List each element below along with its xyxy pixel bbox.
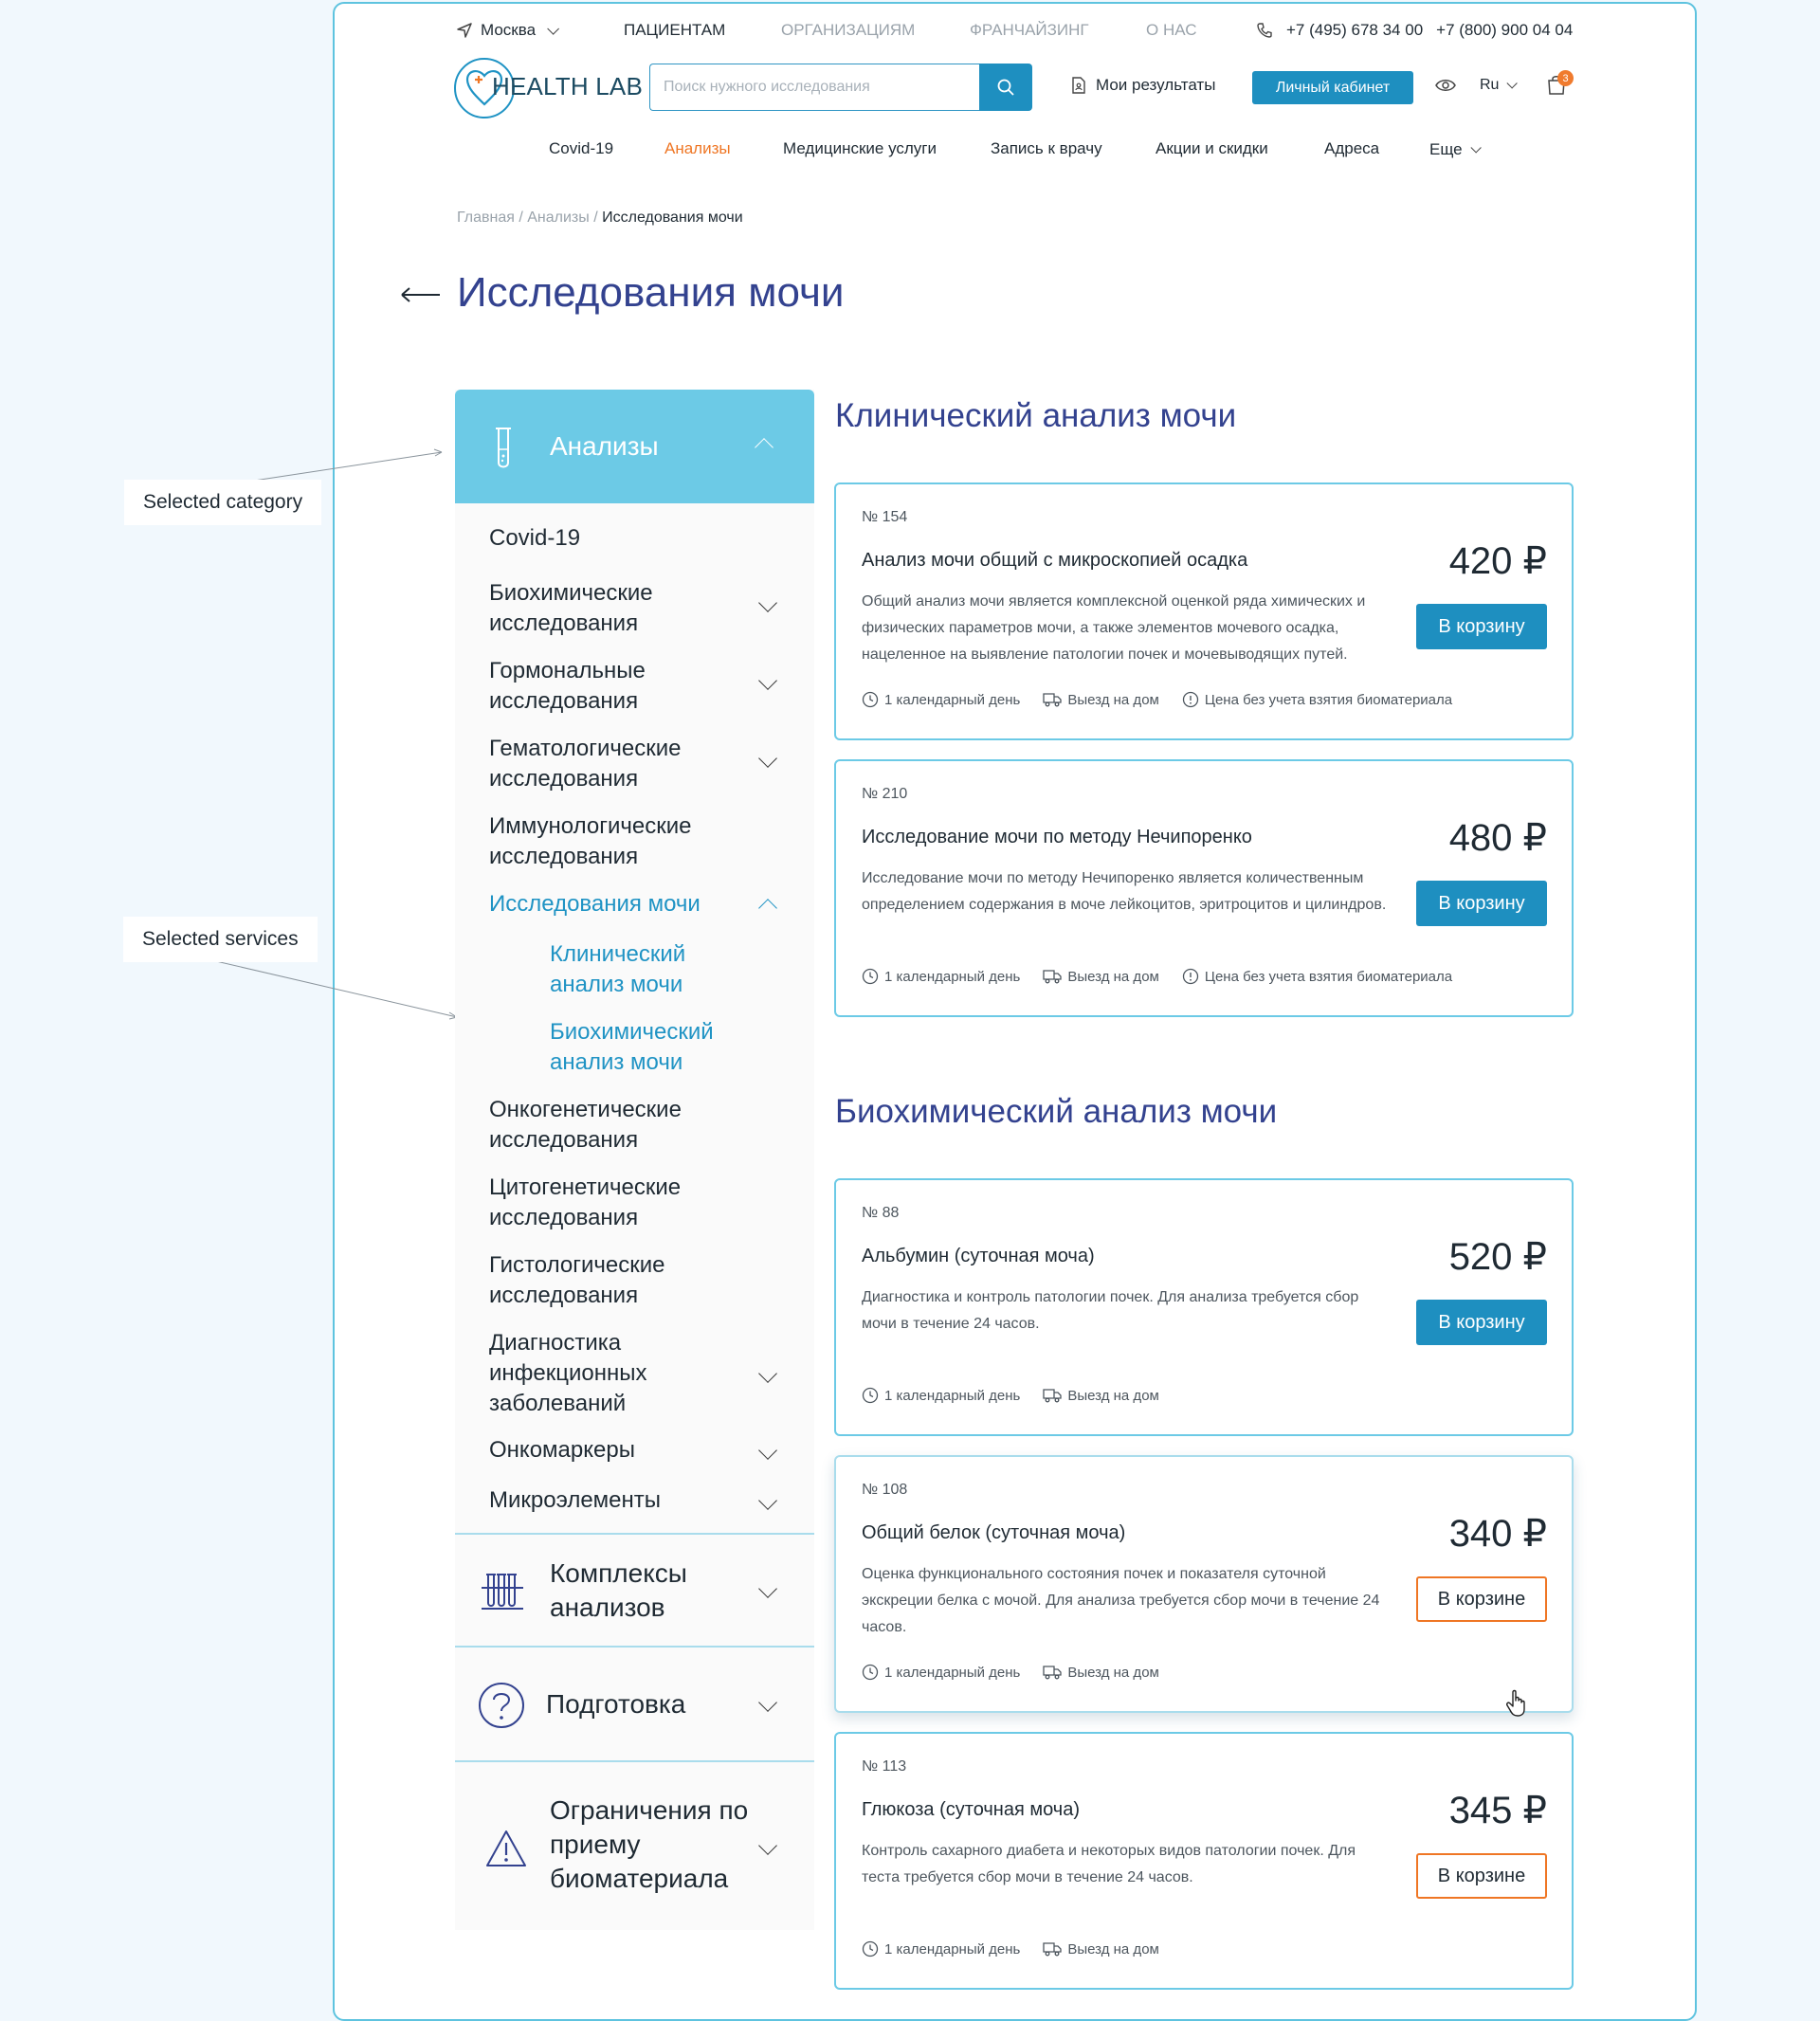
product-number: № 88 (862, 1205, 900, 1221)
product-price: 340 ₽ (1448, 1513, 1547, 1555)
meta-home-visit (1043, 1388, 1158, 1404)
phone-icon (1256, 22, 1273, 39)
product-name[interactable]: Альбумин (суточная моча) (862, 1246, 1095, 1266)
product-description: Исследование мочи по методу Нечипоренко является количественным определением содержания в моче лейкоцитов, эритроцитов и цилиндров. (862, 870, 1387, 913)
sidebar-item-biochemical[interactable]: Биохимические исследования (489, 580, 653, 636)
product-name[interactable]: Глюкоза (суточная моча) (862, 1799, 1080, 1820)
sidebar-item-covid[interactable]: Covid-19 (489, 525, 581, 551)
meta-home-visit-label: Выезд на дом (1067, 1664, 1159, 1681)
meta-duration (862, 968, 1020, 985)
clock-icon (862, 691, 879, 708)
product-price: 480 ₽ (1448, 817, 1547, 859)
meta-price-note (1182, 691, 1452, 708)
language-selector[interactable] (1480, 77, 1514, 94)
back-arrow-icon[interactable] (400, 285, 442, 304)
topbar-link-organizations[interactable]: ОРГАНИЗАЦИЯМ (781, 21, 916, 39)
meta-duration-label: 1 календарный день (884, 691, 1021, 708)
breadcrumb-home[interactable]: Главная (457, 209, 515, 226)
nav-medical-services[interactable]: Медицинские услуги (783, 139, 937, 157)
section-title-biochemical: Биохимический анализ мочи (835, 1093, 1278, 1130)
breadcrumb-current: Исследования мочи (602, 209, 743, 226)
product-number: № 154 (862, 509, 908, 525)
breadcrumb-separator: / (589, 209, 603, 226)
product-card (834, 1732, 1574, 1990)
sidebar-head-analyses[interactable] (455, 390, 814, 503)
eye-icon[interactable] (1435, 78, 1456, 93)
truck-icon (1043, 969, 1062, 984)
product-number: № 108 (862, 1482, 908, 1498)
product-number: № 210 (862, 786, 908, 802)
product-meta (862, 1387, 1159, 1404)
truck-icon (1043, 1388, 1062, 1403)
meta-duration (862, 1940, 1020, 1957)
phones (1256, 19, 1573, 42)
test-tubes-rack-icon (480, 1571, 525, 1612)
meta-home-visit (1043, 969, 1158, 985)
add-to-cart-button[interactable]: В корзину (1416, 881, 1547, 926)
divider (455, 1533, 814, 1535)
sidebar-item-cytogenetic[interactable]: Цитогенетические исследования (489, 1174, 682, 1230)
chevron-up-icon[interactable] (758, 899, 777, 918)
test-tube-icon (493, 427, 514, 470)
meta-home-visit (1043, 1941, 1158, 1957)
document-icon (1071, 77, 1086, 94)
breadcrumb-separator: / (514, 209, 528, 226)
product-number: № 113 (862, 1758, 907, 1775)
sidebar-subitem-clinical-urine[interactable]: Клинический анализ мочи (550, 941, 686, 997)
product-name[interactable]: Общий белок (суточная моча) (862, 1522, 1126, 1543)
chevron-down-icon[interactable] (758, 1491, 777, 1510)
product-description: Диагностика и контроль патологии почек. Для анализа требуется сбор мочи в течение 24 часов. (862, 1289, 1359, 1332)
nav-more[interactable] (1429, 139, 1478, 160)
language-label: Ru (1480, 77, 1500, 93)
product-price: 345 ₽ (1448, 1790, 1547, 1831)
search-input[interactable] (649, 64, 981, 111)
warning-triangle-icon (485, 1830, 527, 1867)
truck-icon (1043, 1941, 1062, 1957)
product-card (834, 759, 1574, 1017)
search-icon (996, 78, 1015, 97)
divider (455, 1646, 814, 1648)
logo-text: HEALTH LAB (492, 72, 644, 100)
meta-duration (862, 1664, 1020, 1681)
sidebar-item-immunological[interactable]: Иммунологические исследования (489, 813, 692, 869)
meta-home-visit (1043, 692, 1158, 708)
sidebar-item-urine[interactable]: Исследования мочи (489, 891, 701, 917)
product-price: 420 ₽ (1448, 540, 1547, 582)
chevron-down-icon (758, 1579, 777, 1598)
product-card (834, 1178, 1574, 1436)
info-icon (1182, 968, 1199, 985)
product-name[interactable]: Анализ мочи общий с микроскопией осадка (862, 550, 1248, 571)
section-title-clinical: Клинический анализ мочи (835, 397, 1237, 434)
meta-duration-label: 1 календарный день (884, 1387, 1021, 1404)
product-meta (862, 968, 1452, 985)
phone-hotline[interactable]: +7 (800) 900 04 04 (1436, 21, 1574, 39)
city-selector[interactable] (456, 19, 555, 42)
topbar-link-about[interactable]: О НАС (1146, 21, 1197, 39)
chevron-down-icon[interactable] (758, 1364, 777, 1383)
nav-doctor-appointment[interactable]: Запись к врачу (991, 139, 1102, 157)
sidebar-item-oncogenetic[interactable]: Онкогенетические исследования (489, 1097, 682, 1153)
meta-home-visit-label: Выезд на дом (1067, 1940, 1159, 1957)
product-description: Оценка функционального состояния почек и показателя суточной экскреции белка с мочой. Для анализа требуется сбор мочи в течение 24 часов. (862, 1566, 1380, 1635)
meta-price-note-label: Цена без учета взятия биоматериала (1204, 968, 1453, 985)
sidebar-item-oncomarkers[interactable]: Онкомаркеры (489, 1437, 635, 1463)
topbar-link-patients[interactable]: ПАЦИЕНТАМ (624, 21, 726, 39)
sidebar-item-histological[interactable]: Гистологические исследования (489, 1252, 665, 1308)
hand-cursor-icon (1505, 1689, 1528, 1718)
info-icon (1182, 691, 1199, 708)
meta-duration (862, 691, 1020, 708)
sidebar-group-complexes-label: Комплексы анализов (550, 1558, 687, 1622)
personal-cabinet-button[interactable]: Личный кабинет (1252, 71, 1413, 104)
search-button[interactable] (979, 64, 1032, 111)
truck-icon (1043, 692, 1062, 707)
clock-icon (862, 1940, 879, 1957)
product-price: 520 ₽ (1448, 1236, 1547, 1278)
chevron-down-icon (758, 1693, 777, 1712)
product-description: Контроль сахарного диабета и некоторых видов патологии почек. Для теста требуется сбор мочи в течение 24 часов. (862, 1843, 1356, 1885)
meta-duration-label: 1 календарный день (884, 1664, 1021, 1681)
chevron-down-icon[interactable] (758, 593, 777, 612)
meta-home-visit-label: Выезд на дом (1067, 691, 1159, 708)
sidebar-group-preparation-label: Подготовка (546, 1689, 686, 1719)
product-card (834, 482, 1574, 740)
divider (455, 1760, 814, 1762)
sidebar-item-infectious[interactable]: Диагностика инфекционных заболеваний (489, 1330, 647, 1416)
nav-covid[interactable]: Covid-19 (549, 139, 614, 157)
meta-duration-label: 1 календарный день (884, 1940, 1021, 1957)
in-cart-button[interactable]: В корзине (1416, 1576, 1547, 1622)
clock-icon (862, 1387, 879, 1404)
chevron-up-icon (755, 438, 774, 457)
breadcrumb (457, 209, 743, 227)
annotation-selected-services: Selected services (123, 917, 318, 962)
meta-home-visit-label: Выезд на дом (1067, 968, 1159, 985)
meta-price-note-label: Цена без учета взятия биоматериала (1204, 691, 1453, 708)
product-description: Общий анализ мочи является комплексной оценкой ряда химических и физических параметров мочи, а также элементов мочевого осадка, нацеленное на выявление патологии почек и мочевыводящих путей. (862, 593, 1366, 663)
chevron-down-icon[interactable] (758, 1441, 777, 1460)
truck-icon (1043, 1665, 1062, 1680)
add-to-cart-button[interactable]: В корзину (1416, 604, 1547, 649)
chevron-down-icon[interactable] (758, 749, 777, 768)
nav-analyses[interactable]: Анализы (664, 139, 731, 157)
my-results-label: Мои результаты (1096, 76, 1216, 94)
product-card (834, 1455, 1574, 1713)
location-arrow-icon (456, 22, 473, 39)
meta-duration (862, 1387, 1020, 1404)
product-meta (862, 691, 1452, 708)
product-name[interactable]: Исследование мочи по методу Нечипоренко (862, 827, 1252, 847)
product-meta (862, 1940, 1159, 1957)
city-label: Москва (481, 21, 537, 39)
cart-count-badge: 3 (1557, 70, 1574, 86)
sidebar-item-microelements[interactable]: Микроэлементы (489, 1487, 662, 1513)
page-title: Исследования мочи (457, 269, 845, 316)
nav-addresses[interactable]: Адреса (1324, 139, 1380, 157)
meta-home-visit-label: Выезд на дом (1067, 1387, 1159, 1404)
in-cart-button[interactable]: В корзине (1416, 1853, 1547, 1899)
question-circle-icon (478, 1682, 525, 1729)
sidebar-head-label: Анализы (550, 431, 659, 461)
phone-moscow[interactable]: +7 (495) 678 34 00 (1286, 21, 1424, 39)
sidebar-item-hematological[interactable]: Гематологические исследования (489, 736, 682, 792)
nav-promotions[interactable]: Акции и скидки (1156, 139, 1268, 157)
category-sidebar (455, 390, 814, 1930)
topbar-link-franchising[interactable]: ФРАНЧАЙЗИНГ (970, 21, 1089, 39)
meta-price-note (1182, 968, 1452, 985)
sidebar-subitem-biochemical-urine[interactable]: Биохимический анализ мочи (550, 1019, 714, 1075)
breadcrumb-analyses[interactable]: Анализы (527, 209, 590, 226)
my-results-link[interactable] (1071, 76, 1215, 95)
nav-more-label: Еще (1429, 140, 1463, 158)
product-meta (862, 1664, 1159, 1681)
meta-home-visit (1043, 1665, 1158, 1681)
sidebar-item-hormonal[interactable]: Гормональные исследования (489, 658, 646, 714)
chevron-down-icon[interactable] (758, 671, 777, 690)
add-to-cart-button[interactable]: В корзину (1416, 1300, 1547, 1345)
sidebar-group-restrictions-label: Ограничения по приему биоматериала (550, 1795, 749, 1893)
meta-duration-label: 1 календарный день (884, 968, 1021, 985)
clock-icon (862, 968, 879, 985)
annotation-selected-category: Selected category (124, 480, 321, 525)
clock-icon (862, 1664, 879, 1681)
